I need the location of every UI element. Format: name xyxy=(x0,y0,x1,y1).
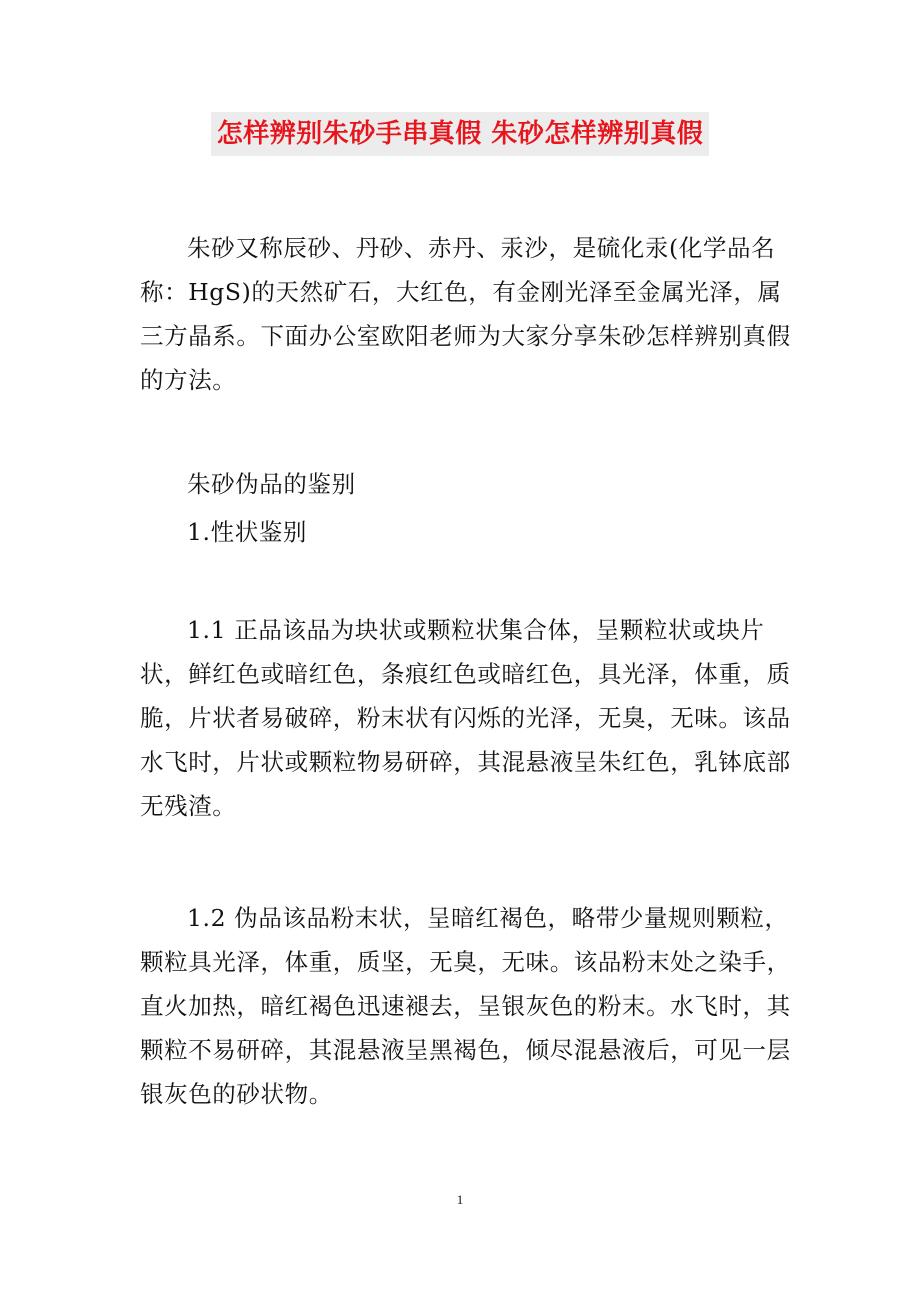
genuine-description-paragraph: 1.1 正品该品为块状或颗粒状集合体，呈颗粒状或块片状，鲜红色或暗红色，条痕红色或暗红色，具光泽，体重，质脆，片状者易破碎，粉末状有闪烁的光泽，无臭，无味。该品水飞时，片状或颗粒物易研碎，其混悬液呈朱红色，乳钵底部无残渣。 xyxy=(140,616,791,820)
document-title xyxy=(0,112,920,156)
section-heading: 朱砂伪品的鉴别 xyxy=(187,470,356,498)
fake-description-paragraph: 1.2 伪品该品粉末状，呈暗红褐色，略带少量规则颗粒，颗粒具光泽，体重，质坚，无臭，无味。该品粉末处之染手，直火加热，暗红褐色迅速褪去，呈银灰色的粉末。水飞时，其颗粒不易研碎，其混悬液呈黑褐色，倾尽混悬液后，可见一层银灰色的砂状物。 xyxy=(140,904,791,1108)
page-number: 1 xyxy=(456,1192,464,1207)
subsection-heading: 1.性状鉴别 xyxy=(187,518,308,546)
title-text: 怎样辨别朱砂手串真假 朱砂怎样辨别真假 xyxy=(211,112,710,156)
intro-paragraph: 朱砂又称辰砂、丹砂、赤丹、汞沙，是硫化汞(化学品名称：HgS)的天然矿石，大红色，有金刚光泽至金属光泽，属三方晶系。下面办公室欧阳老师为大家分享朱砂怎样辨别真假的方法。 xyxy=(140,234,791,394)
